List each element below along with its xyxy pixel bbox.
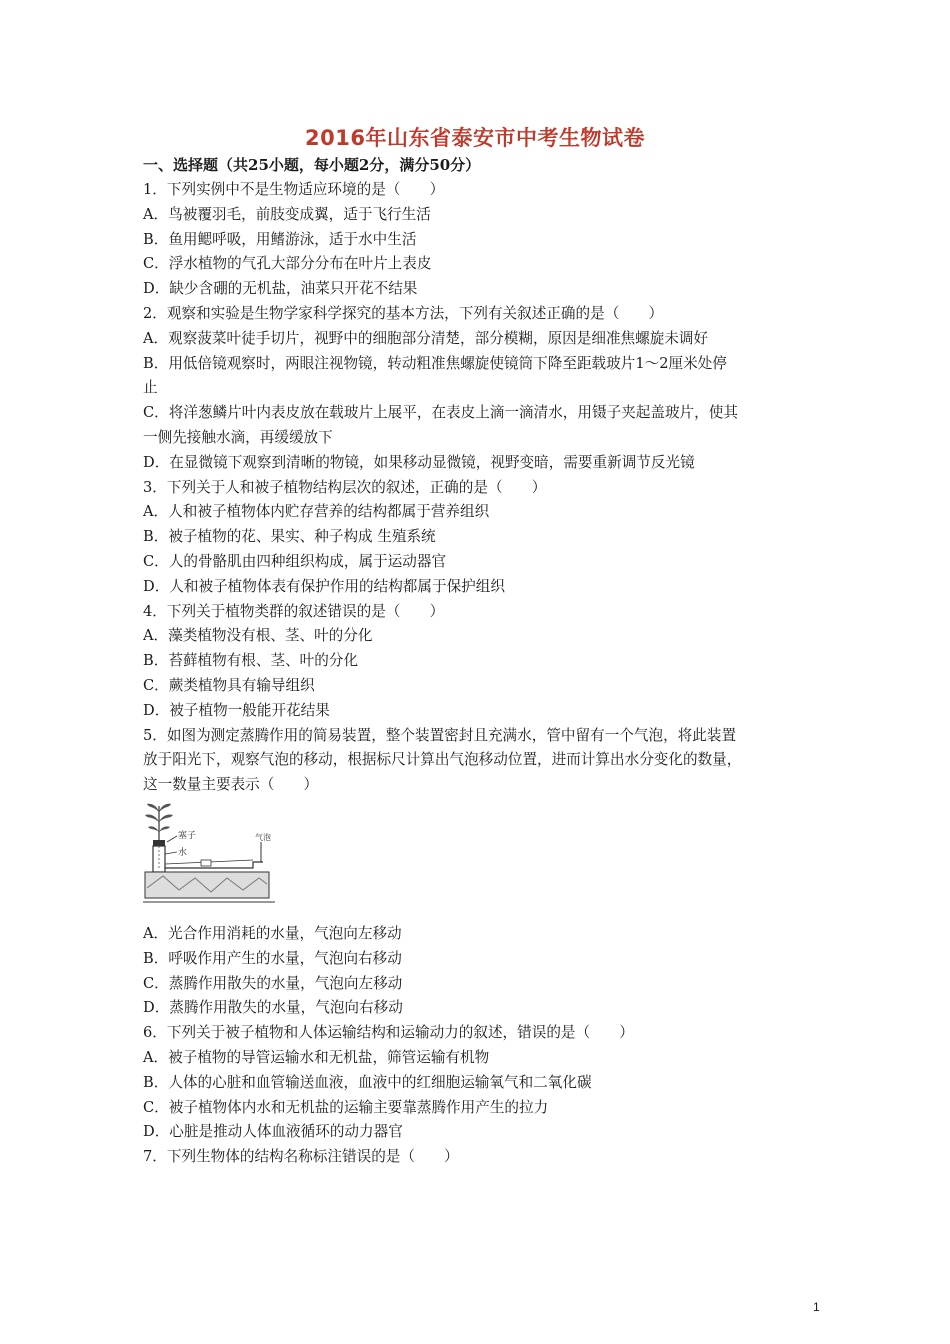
page-number: 1 xyxy=(813,1300,820,1314)
figure-label-bubble: 气泡 xyxy=(255,833,271,842)
transpiration-apparatus-figure xyxy=(143,798,275,906)
figure-label-stopper: 塞子 xyxy=(178,831,197,841)
text-line: B．苔藓植物有根、茎、叶的分化 xyxy=(143,652,359,670)
text-line: C．将洋葱鳞片叶内表皮放在载玻片上展平，在表皮上滴一滴清水，用镊子夹起盖玻片，使其 xyxy=(143,404,738,422)
text-line: A．藻类植物没有根、茎、叶的分化 xyxy=(143,627,373,645)
text-line: B．用低倍镜观察时，两眼注视物镜，转动粗准焦螺旋使镜筒下降至距载玻片1～2厘米处停 xyxy=(143,354,727,372)
text-line: C．人的骨骼肌由四种组织构成，属于运动器官 xyxy=(143,552,447,570)
text-line: 止 xyxy=(143,379,158,397)
text-line: 5．如图为测定蒸腾作用的简易装置，整个装置密封且充满水，管中留有一个气泡，将此装置 xyxy=(143,726,737,744)
figure-label-water: 水 xyxy=(178,848,188,858)
text-line: B．鱼用鳃呼吸，用鳍游泳，适于水中生活 xyxy=(143,230,417,248)
text-line: A．光合作用消耗的水量，气泡向左移动 xyxy=(143,925,402,942)
text-line: 1．下列实例中不是生物适应环境的是（ ） xyxy=(143,181,445,198)
text-line: 7．下列生物体的结构名称标注错误的是（ ） xyxy=(143,1148,459,1166)
exam-title: 2016年山东省泰安市中考生物试卷 xyxy=(305,126,645,150)
text-line: 2．观察和实验是生物学家科学探究的基本方法，下列有关叙述正确的是（ ） xyxy=(143,304,664,322)
text-line: B．人体的心脏和血管输送血液，血液中的红细胞运输氧气和二氧化碳 xyxy=(143,1073,592,1091)
text-line: C．浮水植物的气孔大部分分布在叶片上表皮 xyxy=(143,255,432,273)
text-line: D．缺少含硼的无机盐，油菜只开花不结果 xyxy=(143,280,418,298)
text-line: A．鸟被覆羽毛，前肢变成翼，适于飞行生活 xyxy=(143,205,431,223)
text-line: A．观察菠菜叶徒手切片，视野中的细胞部分清楚，部分模糊，原因是细准焦螺旋未调好 xyxy=(143,329,709,347)
text-line: B．被子植物的花、果实、种子构成 生殖系统 xyxy=(143,528,436,546)
text-line: 一侧先接触水滴，再缓缓放下 xyxy=(143,428,333,446)
text-line: 4．下列关于植物类群的叙述错误的是（ ） xyxy=(143,602,445,620)
text-line: 3．下列关于人和被子植物结构层次的叙述，正确的是（ ） xyxy=(143,478,547,496)
text-line: 放于阳光下，观察气泡的移动，根据标尺计算出气泡移动位置，进而计算出水分变化的数量， xyxy=(143,751,742,769)
text-line: D．蒸腾作用散失的水量，气泡向右移动 xyxy=(143,999,403,1017)
text-line: D．人和被子植物体表有保护作用的结构都属于保护组织 xyxy=(143,577,505,595)
text-line: A．人和被子植物体内贮存营养的结构都属于营养组织 xyxy=(143,503,490,521)
text-line: C．蕨类植物具有输导组织 xyxy=(143,676,315,694)
text-line: D．被子植物一般能开花结果 xyxy=(143,701,330,719)
text-line: A．被子植物的导管运输水和无机盐，筛管运输有机物 xyxy=(143,1048,490,1066)
text-line: D．心脏是推动人体血液循环的动力器官 xyxy=(143,1123,403,1141)
question-lines-bottom xyxy=(143,922,811,1170)
text-line: 6．下列关于被子植物和人体运输结构和运输动力的叙述，错误的是（ ） xyxy=(143,1024,634,1042)
text-line: D．在显微镜下观察到清晰的物镜，如果移动显微镜，视野变暗，需要重新调节反光镜 xyxy=(143,453,695,471)
text-line: C．被子植物体内水和无机盐的运输主要靠蒸腾作用产生的拉力 xyxy=(143,1098,549,1116)
section-heading: 一、选择题（共25小题，每小题2分，满分50分） xyxy=(143,156,481,174)
question-lines-top xyxy=(143,178,811,798)
text-line: 这一数量主要表示（ ） xyxy=(143,776,319,794)
text-line: C．蒸腾作用散失的水量，气泡向左移动 xyxy=(143,974,403,992)
text-line: B．呼吸作用产生的水量，气泡向右移动 xyxy=(143,949,402,967)
